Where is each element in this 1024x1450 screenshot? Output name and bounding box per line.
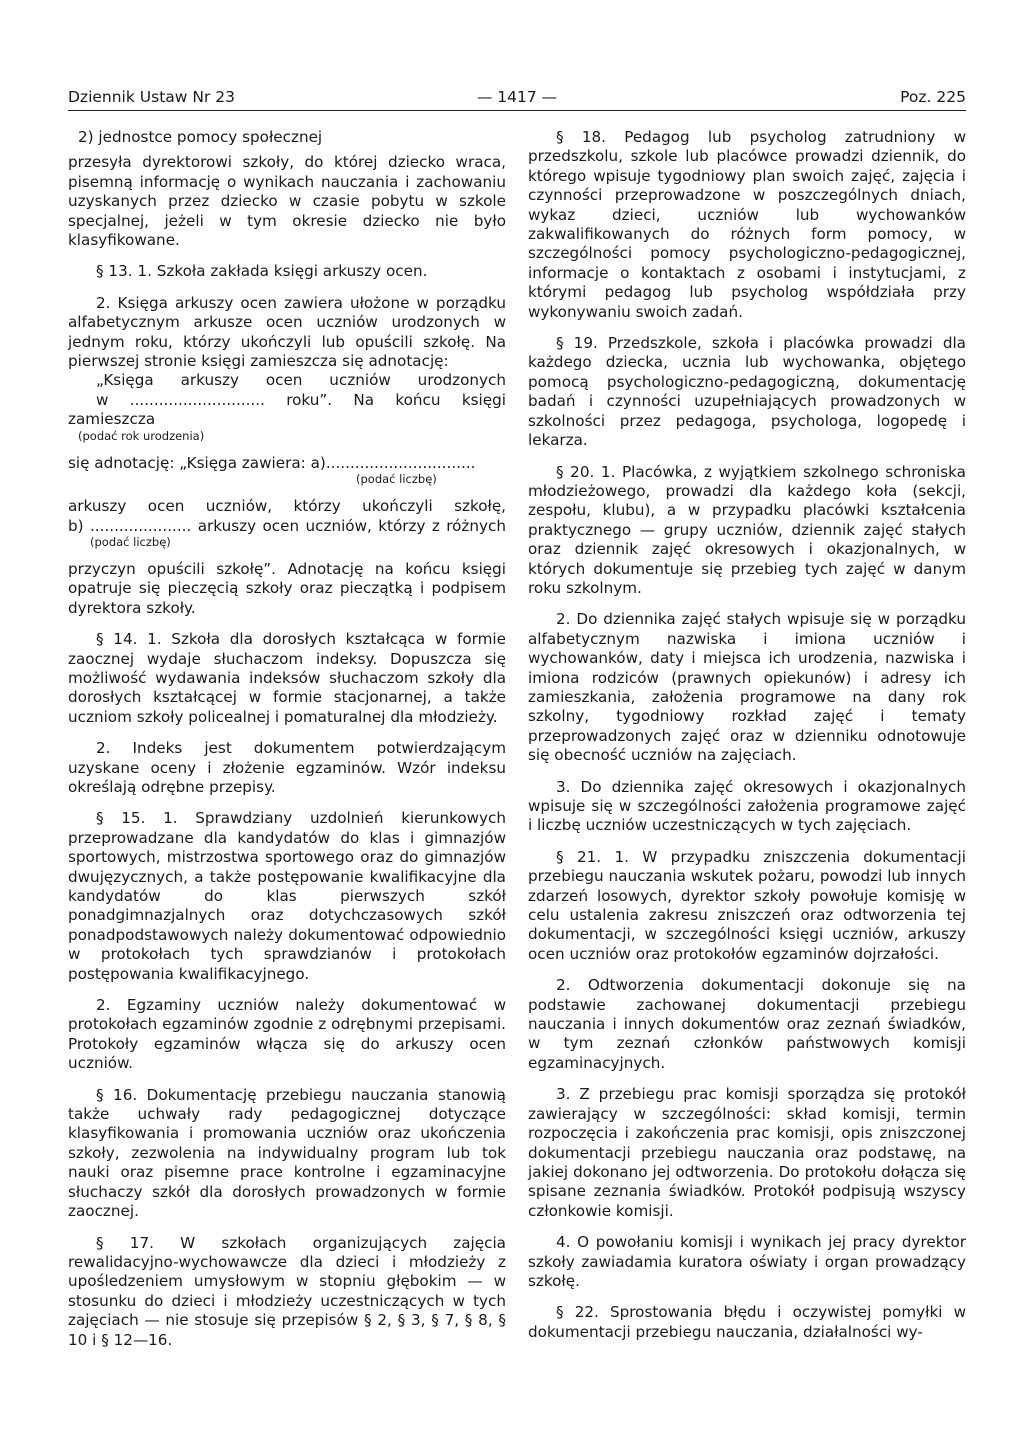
paragraph-s13-1: § 13. 1. Szkoła zakłada księgi arkuszy ocen. bbox=[96, 262, 428, 281]
paragraph-s21-3: 3. Z przebiegu prac komisji sporządza się protokół zawierający w szczególności: skład komisji, termin rozpoczęcia i zakończenia prac komisji, opis zniszczonej dokumentacji przebiegu nauczania oraz podstawę, na jakiej dokonano jej odtworzenia. Do protokołu dołącza się spisane zeznania świadków. Protokół podpisują wszyscy członkowie komisji. bbox=[528, 1085, 966, 1220]
right-column bbox=[528, 128, 966, 1354]
annotation-number-2: (podać liczbę) bbox=[90, 534, 171, 549]
journal-title: Dziennik Ustaw Nr 23 bbox=[68, 88, 235, 106]
s13-2-line5: b) ..................... arkuszy ocen uczniów, którzy z różnych bbox=[68, 516, 506, 535]
paragraph-s13-2 bbox=[68, 294, 506, 430]
paragraph-s21-2: 2. Odtworzenia dokumentacji dokonuje się na podstawie zachowanej dokumentacji przebiegu nauczania i innych dokumentów oraz zeznań świadków, w tym zeznań członków państwowych komisji egzaminacyjnych. bbox=[528, 976, 966, 1072]
paragraph-s20-1: § 20. 1. Placówka, z wyjątkiem szkolnego schroniska młodzieżowego, prowadzi dla każdego koła (sekcji, zespołu, klubu), a w przypadku placówki kształcenia praktycznego — grupy uczniów, dziennik zajęć stałych oraz dziennik zajęć okresowych i okazjonalnych, w których dokumentuje się przebieg tych zajęć w danym roku szkolnym. bbox=[528, 462, 966, 597]
paragraph-s22: § 22. Sprostowania błędu i oczywistej pomyłki w dokumentacji przebiegu nauczania, działalności wy- bbox=[528, 1303, 966, 1341]
paragraph-s21-4: 4. O powołaniu komisji i wynikach jej pracy dyrektor szkoły zawiadamia kuratora oświaty i organ prowadzący szkołę. bbox=[528, 1233, 966, 1290]
list-item-2: 2) jednostce pomocy społecznej bbox=[78, 128, 323, 146]
paragraph-s21-1: § 21. 1. W przypadku zniszczenia dokumentacji przebiegu nauczania wskutek pożaru, powodzi lub innych zdarzeń losowych, dyrektor szkoły powołuje komisję w celu ustalenia zakresu zniszczeń oraz odtworzenia tej dokumentacji, w szczególności księgi uczniów, arkuszy ocen uczniów oraz protokołów egzaminów dojrzałości. bbox=[528, 847, 966, 963]
paragraph-intro: przesyła dyrektorowi szkoły, do której dziecko wraca, pisemną informację o wynikach nauczania i zachowaniu uzyskanych przez dziecko w czasie pobytu w szkole specjalnej, jeżeli w tym okresie dziecko nie było klasyfikowane. bbox=[68, 153, 506, 250]
left-column bbox=[68, 128, 506, 1362]
paragraph-s18: § 18. Pedagog lub psycholog zatrudniony w przedszkolu, szkole lub placówce prowadzi dziennik, do którego wpisuje tygodniowy plan swoich zajęć, zajęcia i czynności przeprowadzone w poszczególnych dniach, wykaz dzieci, uczniów lub wychowanków zakwalifikowanych do różnych form pomocy, w szczególności pomocy psychologiczno-pedagogicznej, informacje o kontaktach z osobami i instytucjami, z którymi pedagog lub psycholog współdziała przy wykonywaniu swoich zadań. bbox=[528, 128, 966, 321]
paragraph-s19: § 19. Przedszkole, szkoła i placówka prowadzi dla każdego dziecka, ucznia lub wychowanka, objętego pomocą psychologiczno-pedagogiczną, dokumentację badań i czynności uzupełniających prowadzonych w szkolności przez pedagoga, psychologa, logopedę i lekarza. bbox=[528, 334, 966, 450]
s13-2-end: przyczyn opuścili szkołę”. Adnotację na końcu księgi opatruje się pieczęcią szkoły oraz pieczątką i podpisem dyrektora szkoły. bbox=[68, 559, 506, 617]
paragraph-s14-1: § 14. 1. Szkoła dla dorosłych kształcąca w formie zaocznej wydaje słuchaczom indeksy. Dopuszcza się możliwość wydawania indeksów słuchaczom szkoły dla dorosłych kształcącej w formie stacjonarnej, a także uczniom szkoły policealnej i pomaturalnej dla młodzieży. bbox=[68, 630, 506, 726]
annotation-year: (podać rok urodzenia) bbox=[78, 428, 205, 443]
paragraph-s15-1: § 15. 1. Sprawdziany uzdolnień kierunkowych przeprowadzane dla kandydatów do klas i gimnazjów sportowych, mistrzostwa sportowego oraz do gimnazjów dwujęzycznych, a także postępowanie kwalifikacyjne dla kandydatów do klas pierwszych szkół ponadgimnazjalnych oraz dotychczasowych szkół ponadpodstawowych należy dokumentować odpowiednio w protokołach tych sprawdzianów i protokołach postępowania kwalifikacyjnego. bbox=[68, 809, 506, 983]
position-number: Poz. 225 bbox=[900, 88, 966, 106]
paragraph-s17: § 17. W szkołach organizujących zajęcia rewalidacyjno-wychowawcze dla dzieci i młodzieży z upośledzeniem umysłowym w stopniu głębokim — w stosunku do dzieci i młodzieży uczestniczących w tych zajęciach — nie stosuje się przepisów § 2, § 3, § 7, § 8, § 10 i § 12—16. bbox=[68, 1233, 506, 1349]
paragraph-s14-2: 2. Indeks jest dokumentem potwierdzającym uzyskane oceny i złożenie egzaminów. Wzór indeksu określają odrębne przepisy. bbox=[68, 739, 506, 796]
s13-2-block bbox=[68, 497, 506, 536]
s13-2-text: 2. Księga arkuszy ocen zawiera ułożone w porządku alfabetycznym arkusze ocen uczniów urodzonych w jednym roku, którzy ukończyli lub opuścili szkołę. Na pierwszej stronie księgi zamieszcza się adnotację: bbox=[68, 293, 506, 371]
annotation-number-1: (podać liczbę) bbox=[356, 472, 437, 487]
paragraph-s16: § 16. Dokumentację przebiegu nauczania stanowią także uchwały rady pedagogicznej dotyczące klasyfikowania i promowania uczniów oraz ukończenia szkoły, zezwolenia na indywidualny program lub tok nauki oraz pisemne prace kontrolne i egzaminacyjne słuchaczy szkół dla dorosłych prowadzonych w formie zaocznej. bbox=[68, 1085, 506, 1221]
s13-2-line4: arkuszy ocen uczniów, którzy ukończyli szkołę, bbox=[68, 497, 506, 516]
s13-2-line3: się adnotację: „Księga zawiera: a)............................... bbox=[68, 453, 476, 472]
paragraph-s20-3: 3. Do dziennika zajęć okresowych i okazjonalnych wpisuje się w szczególności założenia programowe zajęć i liczbę uczniów uczestniczących w tych zajęciach. bbox=[528, 777, 966, 835]
s13-2-line2: w ............................ roku”. Na końcu księgi zamieszcza bbox=[68, 390, 506, 429]
page-header bbox=[68, 86, 966, 111]
page-number: — 1417 — bbox=[476, 88, 558, 106]
paragraph-s20-2: 2. Do dziennika zajęć stałych wpisuje się w porządku alfabetycznym nazwiska i imiona uczniów i wychowanków, daty i miejsca ich urodzenia, nazwiska i imiona rodziców (prawnych opiekunów) i adresy ich zamieszkania, założenia programowe na dany rok szkolny, tygodniowy rozkład zajęć i tematy przeprowadzonych zajęć oraz w dzienniku odnotowuje się obecność uczniów na zajęciach. bbox=[528, 610, 966, 765]
paragraph-s15-2: 2. Egzaminy uczniów należy dokumentować w protokołach egzaminów zgodnie z odrębnymi przepisami. Protokoły egzaminów włącza się do arkuszy ocen uczniów. bbox=[68, 996, 506, 1073]
s13-2-line1: „Księga arkuszy ocen uczniów urodzonych bbox=[96, 371, 506, 390]
